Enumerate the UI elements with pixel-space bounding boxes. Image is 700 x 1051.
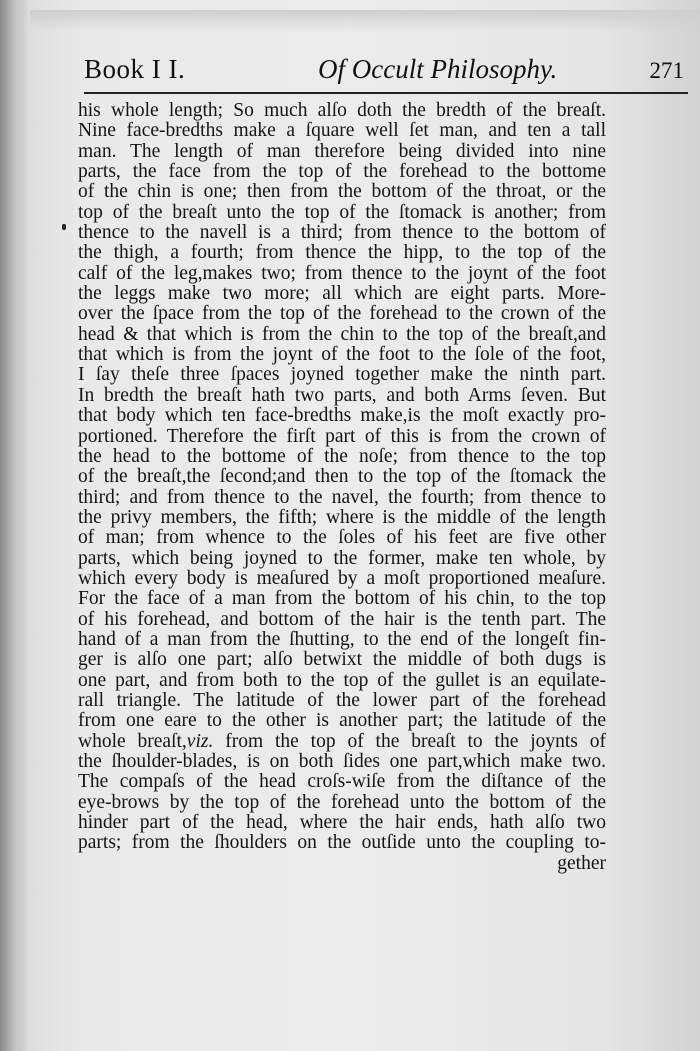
text-line: of man; from whence to the ſoles of his feet are five other xyxy=(78,527,606,549)
text-line: parts, the face from the top of the forehead to the bottome xyxy=(78,161,606,183)
text-fragment: whole breaſt, xyxy=(78,730,187,752)
running-header xyxy=(84,52,688,92)
text-line: hand of a man from the ſhutting, to the end of the longeſt fin- xyxy=(78,628,606,650)
text-line: The compaſs of the head croſs-wiſe from the diſtance of the xyxy=(78,771,606,793)
text-fragment: from the top of the breaſt to the joynts of xyxy=(213,730,607,752)
header-title: Of Occult Philosophy. xyxy=(318,54,558,84)
text-line: which every body is meaſured by a moſt proportioned meaſure. xyxy=(78,567,606,589)
page-top-edge xyxy=(30,10,700,32)
text-line xyxy=(78,732,606,752)
text-line: that body which ten face-bredths make,is the moſt exactly pro- xyxy=(78,405,606,427)
ink-speck xyxy=(62,224,66,230)
text-line: thence to the navell is a third; from thence to the bottom of xyxy=(78,222,606,244)
text-line: top of the breaſt unto the top of the ſtomack is another; from xyxy=(78,201,606,223)
text-line: parts; from the ſhoulders on the outſide unto the coupling to- xyxy=(78,832,606,854)
body-text xyxy=(78,101,606,874)
text-line: one part, and from both to the top of the gullet is an equilate- xyxy=(78,669,606,691)
text-line: over the ſpace from the top of the forehead to the crown of the xyxy=(78,303,606,325)
text-line: his whole length; So much alſo doth the bredth of the breaſt. xyxy=(78,100,606,121)
text-line: In bredth the breaſt hath two parts, and both Arms ſeven. But xyxy=(78,384,606,406)
text-line: I ſay theſe three ſpaces joyned together make the ninth part. xyxy=(78,364,606,386)
text-line: rall triangle. The latitude of the lower part of the forehead xyxy=(78,689,606,711)
text-line: the leggs make two more; all which are eight parts. More- xyxy=(78,283,606,305)
text-line: that which is from the joynt of the foot to the ſole of the foot, xyxy=(78,344,606,366)
text-line: the ſhoulder-blades, is on both ſides one part,which make two. xyxy=(78,751,606,772)
page-number: 271 xyxy=(649,58,684,83)
text-line: hinder part of the head, where the hair ends, hath alſo two xyxy=(78,812,606,834)
header-rule xyxy=(84,92,688,94)
text-line: portioned. Therefore the firſt part of this is from the crown of xyxy=(78,425,606,447)
text-line: For the face of a man from the bottom of his chin, to the top xyxy=(78,588,606,610)
text-line: the thigh, a fourth; from thence the hipp, to the top of the xyxy=(78,242,606,264)
italic-abbreviation: viz. xyxy=(186,730,214,752)
text-line: eye-brows by the top of the forehead unto the bottom of the xyxy=(78,791,606,813)
text-line: of his forehead, and bottom of the hair is the tenth part. The xyxy=(78,608,606,630)
text-line: the head to the bottome of the noſe; from thence to the top xyxy=(78,445,606,467)
text-line: head & that which is from the chin to the top of the breaſt,and xyxy=(78,323,606,345)
text-line: of the chin is one; then from the bottom of the throat, or the xyxy=(78,181,606,203)
text-line: parts, which being joyned to the former, make ten whole, by xyxy=(78,547,606,569)
header-book-label: Book I I. xyxy=(84,54,186,84)
text-line: ger is alſo one part; alſo betwixt the middle of both dugs is xyxy=(78,649,606,671)
text-line: third; and from thence to the navel, the fourth; from thence to xyxy=(78,486,606,508)
gutter-shadow xyxy=(0,0,28,1051)
catchword: gether xyxy=(557,852,606,874)
text-line: of the breaſt,the ſecond;and then to the top of the ſtomack the xyxy=(78,466,606,488)
text-line: Nine face-bredths make a ſquare well ſet man, and ten a tall xyxy=(78,120,606,142)
text-line: man. The length of man therefore being divided into nine xyxy=(78,140,606,162)
text-line: from one eare to the other is another part; the latitude of the xyxy=(78,710,606,732)
text-line: calf of the leg,makes two; from thence to the joynt of the foot xyxy=(78,262,606,284)
text-line: the privy members, the fifth; where is the middle of the length xyxy=(78,506,606,528)
